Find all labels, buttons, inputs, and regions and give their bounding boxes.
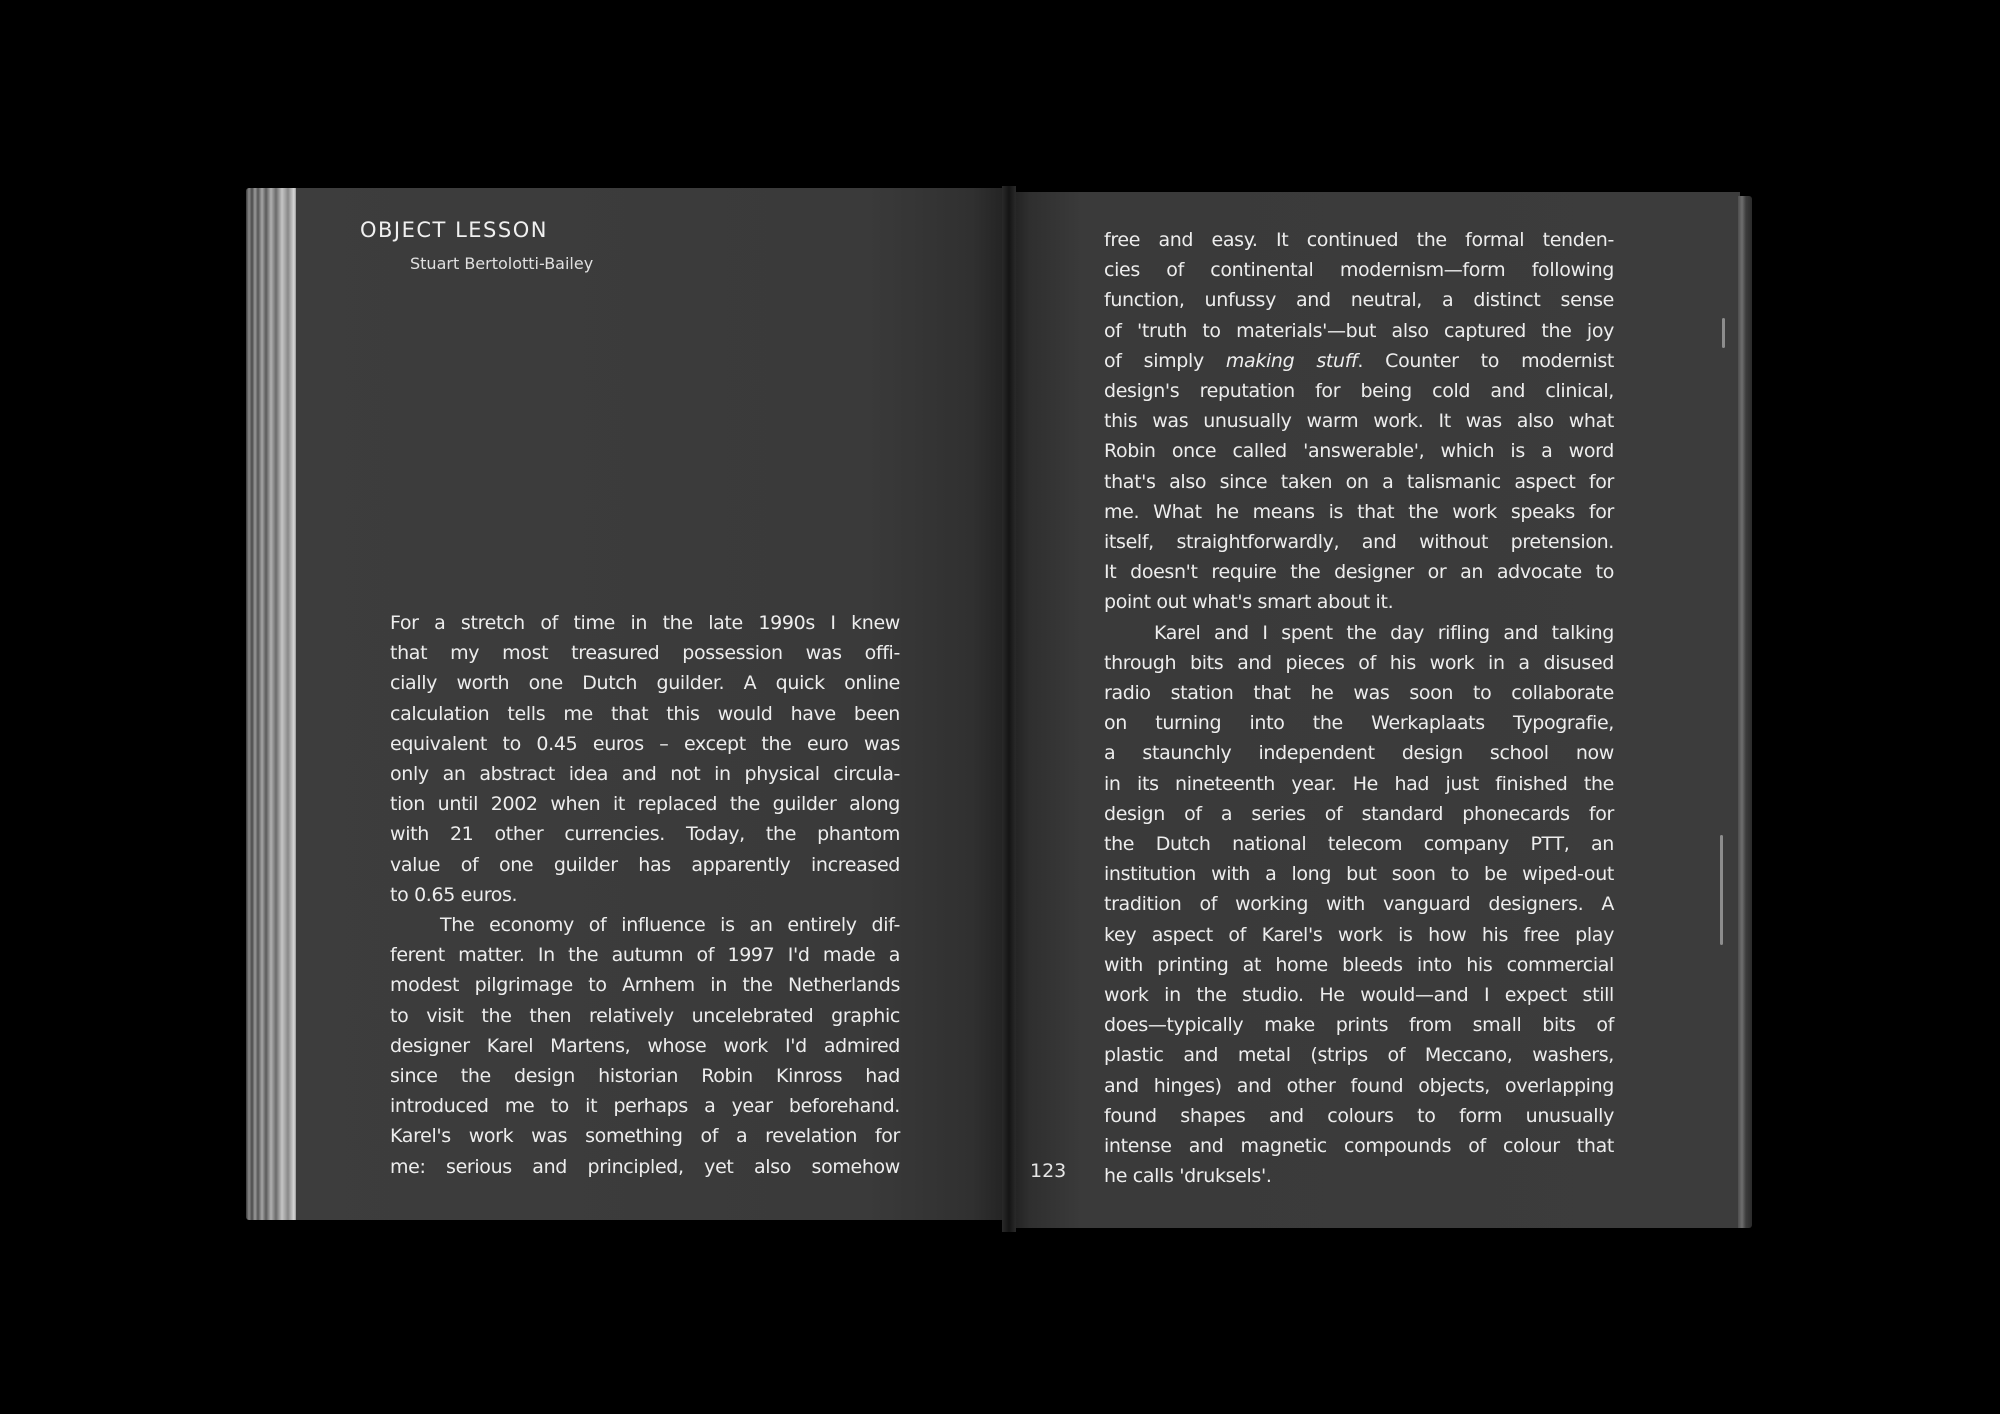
- text-line: cies of continental modernism—form following: [1104, 259, 1614, 282]
- text-line: itself, straightforwardly, and without pretension.: [1104, 531, 1614, 554]
- text-line: to 0.65 euros.: [390, 883, 518, 906]
- text-line: tradition of working with vanguard designers. A: [1104, 893, 1614, 916]
- text-line: designer Karel Martens, whose work I'd admired: [390, 1034, 900, 1057]
- text-line: found shapes and colours to form unusually: [1104, 1104, 1614, 1127]
- text-line: calculation tells me that this would have been: [390, 702, 900, 725]
- text-line: point out what's smart about it.: [1104, 591, 1394, 614]
- page-stack-edge-right: [1738, 196, 1752, 1228]
- text-line: plastic and metal (strips of Meccano, washers,: [1104, 1044, 1614, 1067]
- text-line: in its nineteenth year. He had just finished the: [1104, 772, 1614, 795]
- text-line: equivalent to 0.45 euros – except the euro was: [390, 732, 900, 755]
- text-line: design of a series of standard phonecards for: [1104, 802, 1614, 825]
- italic-emphasis: making stuff: [1225, 349, 1358, 372]
- text-line: cially worth one Dutch guilder. A quick online: [390, 672, 900, 695]
- text-line: function, unfussy and neutral, a distinct sense: [1104, 289, 1614, 312]
- text-line: value of one guilder has apparently increased: [390, 853, 900, 876]
- text-line: that's also since taken on a talismanic aspect for: [1104, 470, 1614, 493]
- text-line: that my most treasured possession was offi-: [390, 642, 900, 665]
- text-line: only an abstract idea and not in physical circula-: [390, 763, 900, 786]
- text-line: through bits and pieces of his work in a disused: [1104, 651, 1614, 674]
- text-line: modest pilgrimage to Arnhem in the Netherlands: [390, 974, 900, 997]
- text-run: . Counter to modernist: [1357, 349, 1614, 372]
- text-line: on turning into the Werkaplaats Typografie,: [1104, 712, 1614, 735]
- page-number: 123: [1030, 1160, 1067, 1182]
- text-line: Karel's work was something of a revelation for: [390, 1125, 900, 1148]
- text-line: The economy of influence is an entirely dif-: [440, 914, 900, 937]
- text-line: and hinges) and other found objects, overlapping: [1104, 1074, 1614, 1097]
- text-line: with 21 other currencies. Today, the phantom: [390, 823, 900, 846]
- text-line: of 'truth to materials'—but also captured the joy: [1104, 319, 1614, 342]
- text-line: free and easy. It continued the formal tenden-: [1104, 229, 1614, 251]
- text-line: For a stretch of time in the late 1990s I knew: [390, 612, 900, 634]
- text-line: me. What he means is that the work speaks for: [1104, 500, 1614, 523]
- text-line: with printing at home bleeds into his commercial: [1104, 953, 1614, 976]
- text-line: design's reputation for being cold and clinical,: [1104, 380, 1614, 403]
- text-line: intense and magnetic compounds of colour that: [1104, 1135, 1614, 1158]
- section-title: OBJECT LESSON: [360, 218, 548, 242]
- text-line: a staunchly independent design school now: [1104, 742, 1614, 765]
- text-line: to visit the then relatively uncelebrated graphic: [390, 1004, 900, 1027]
- text-line: he calls 'druksels'.: [1104, 1165, 1272, 1188]
- text-line: institution with a long but soon to be wiped-out: [1104, 863, 1614, 886]
- text-line: work in the studio. He would—and I expect still: [1104, 984, 1614, 1007]
- text-line: It doesn't require the designer or an advocate to: [1104, 561, 1614, 584]
- text-line: ferent matter. In the autumn of 1997 I'd made a: [390, 944, 900, 967]
- text-line: introduced me to it perhaps a year beforehand.: [390, 1095, 900, 1118]
- text-line: key aspect of Karel's work is how his free play: [1104, 923, 1614, 946]
- page-stack-edge-left: [246, 188, 298, 1220]
- text-run: of simply: [1104, 349, 1226, 372]
- right-text-column: [1104, 225, 1614, 1192]
- text-line: does—typically make prints from small bits of: [1104, 1014, 1614, 1037]
- text-line: since the design historian Robin Kinross had: [390, 1065, 900, 1088]
- paper-glint: [1720, 835, 1723, 945]
- text-line: Robin once called 'answerable', which is a word: [1104, 440, 1614, 463]
- book-gutter: [1002, 186, 1016, 1232]
- text-line: tion until 2002 when it replaced the guilder along: [390, 793, 900, 816]
- text-line-with-italic: [1104, 346, 1614, 376]
- text-line: me: serious and principled, yet also somehow: [390, 1155, 900, 1178]
- author-name: Stuart Bertolotti-Bailey: [410, 254, 594, 273]
- text-line: this was unusually warm work. It was also what: [1104, 410, 1614, 433]
- text-line: radio station that he was soon to collaborate: [1104, 682, 1614, 705]
- text-line: Karel and I spent the day rifling and talking: [1154, 621, 1614, 644]
- left-text-column: [390, 608, 900, 1182]
- paper-glint: [1722, 318, 1725, 348]
- text-line: the Dutch national telecom company PTT, an: [1104, 833, 1614, 856]
